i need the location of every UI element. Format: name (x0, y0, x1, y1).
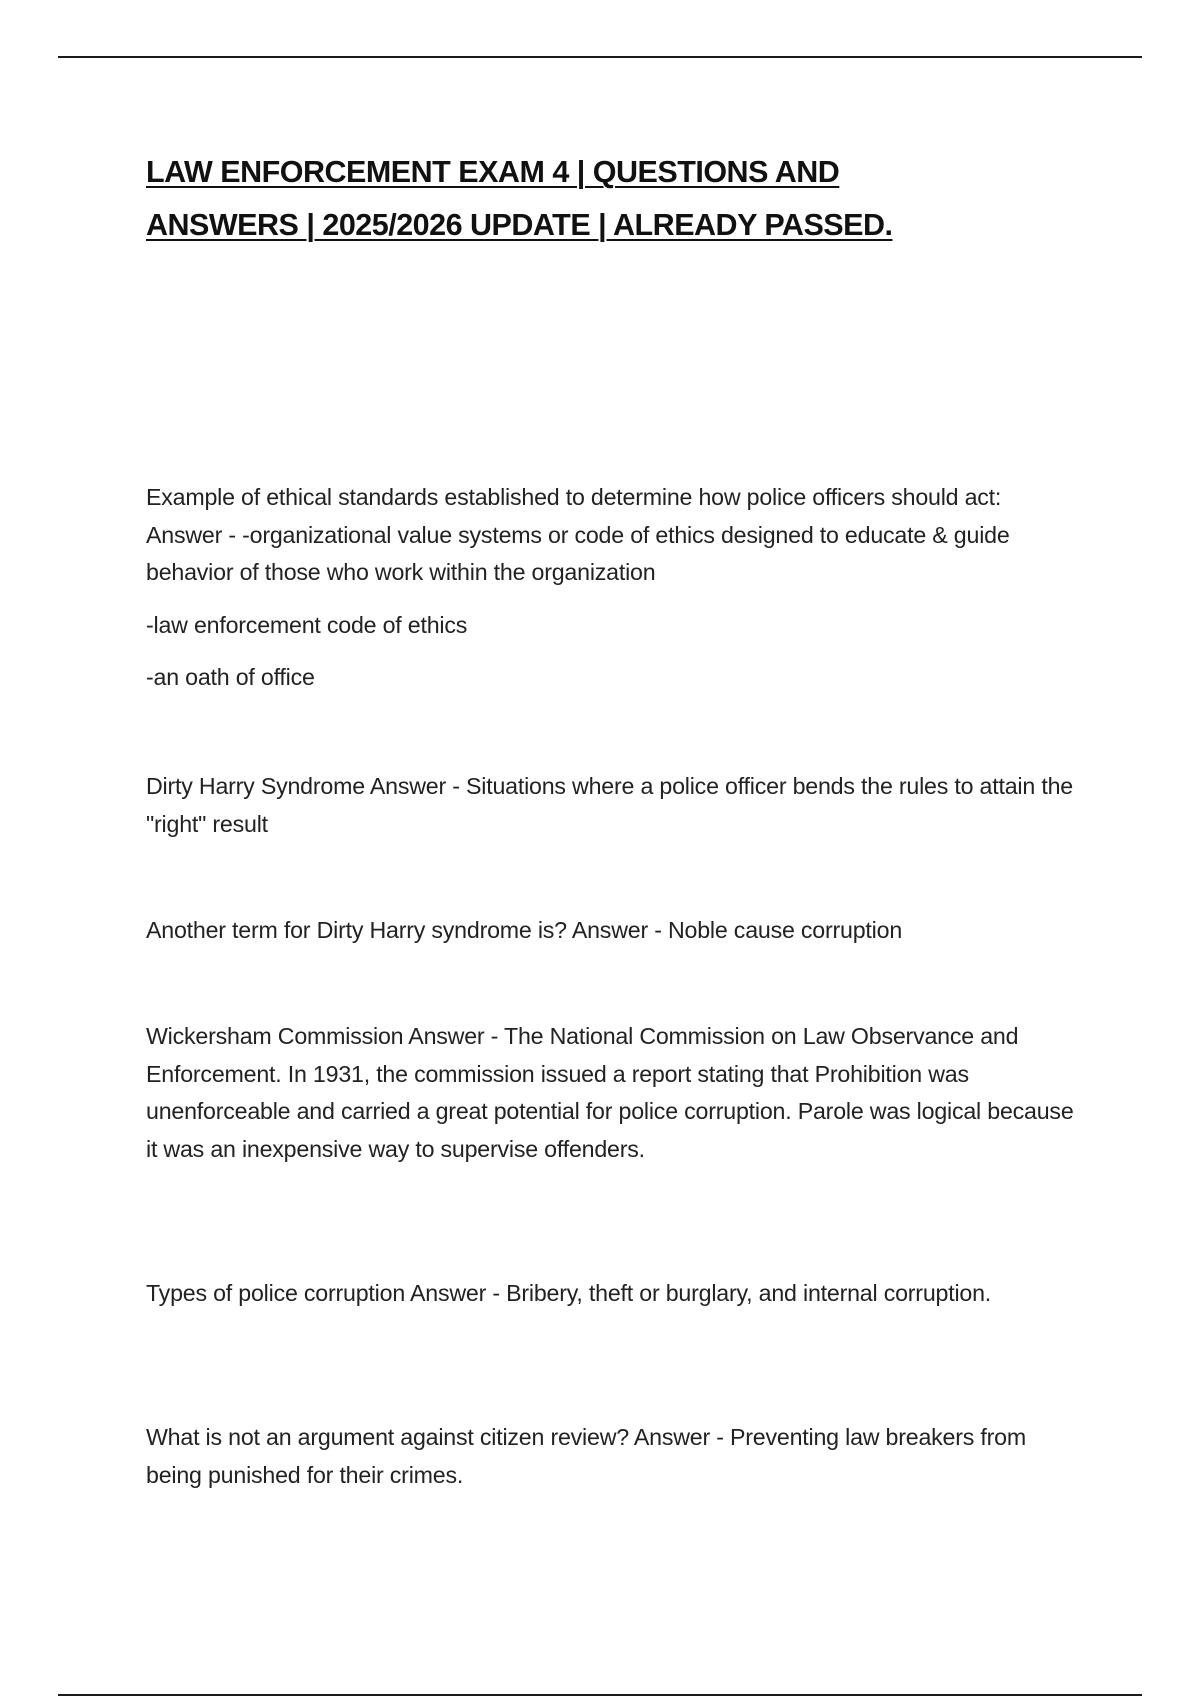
bottom-rule (58, 1694, 1142, 1696)
qa-text: What is not an argument against citizen review? Answer - Preventing law breakers from being punished for their crimes. (146, 1424, 1026, 1488)
qa-entry-citizen-review (146, 1419, 1076, 1494)
qa-bullet: -an oath of office (146, 664, 315, 690)
title-line-2: ANSWERS | 2025/2026 UPDATE | ALREADY PASSED. (146, 208, 893, 242)
qa-text: Example of ethical standards established to determine how police officers should act: Answer - -organizational value systems or code of ethics designed to educate & guide behavior of those who work within the organization (146, 484, 1010, 585)
qa-entry-wickersham (146, 1018, 1076, 1168)
qa-entry-corruption-types (146, 1275, 1076, 1313)
title-line-1: LAW ENFORCEMENT EXAM 4 | QUESTIONS AND (146, 155, 840, 189)
qa-text: Dirty Harry Syndrome Answer - Situations where a police officer bends the rules to attain the "right" result (146, 773, 1073, 837)
qa-bullet: -law enforcement code of ethics (146, 611, 468, 638)
qa-entry-dirty-harry (146, 768, 1076, 843)
qa-entry-ethical-standards (146, 479, 1076, 697)
qa-text: Types of police corruption Answer - Bribery, theft or burglary, and internal corruption. (146, 1280, 992, 1306)
top-rule (58, 56, 1142, 58)
qa-text: Another term for Dirty Harry syndrome is? Answer - Noble cause corruption (146, 917, 903, 943)
qa-text: Wickersham Commission Answer - The National Commission on Law Observance and Enforcement. In 1931, the commission issued a report stating that Prohibition was unenforceable and carried a great potential for police corruption. Parole was logical because it was an inexpensive way to supervise offenders. (146, 1023, 1074, 1162)
document-title (146, 146, 1086, 252)
qa-entry-another-term (146, 912, 1076, 950)
